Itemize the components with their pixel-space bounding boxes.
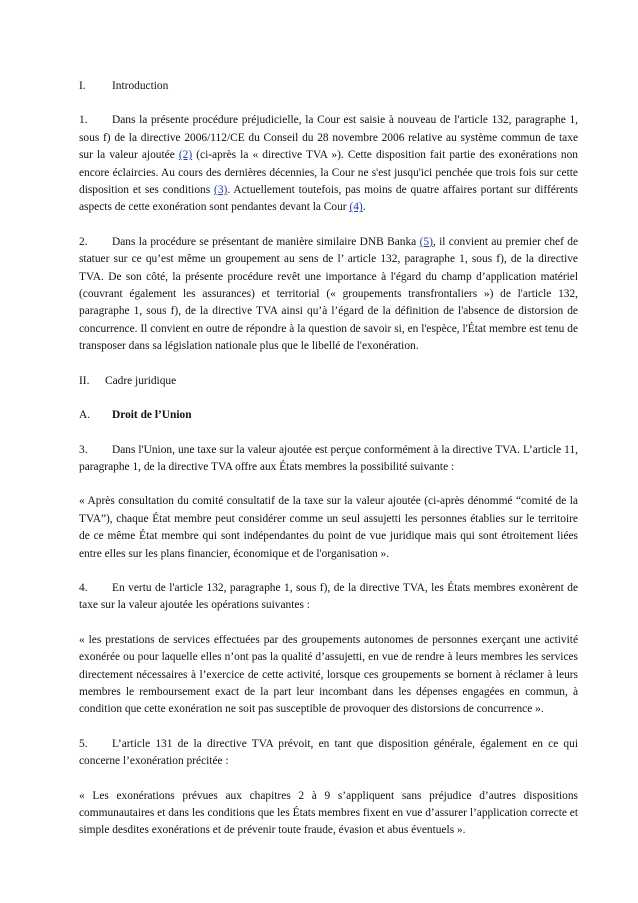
quotation-article-11: « Après consultation du comité consultatif de la taxe sur la valeur ajoutée (ci-après dénommé “comité de la TVA”), chaque État membre peut considérer comme un seul assujetti les personnes établies sur le territoire de ce même État membre qui sont indépendantes du point de vue juridique mais qui sont étroitement liées entre elles sur les plans financier, économique et de l'organisation ». xyxy=(79,495,578,560)
paragraph-4 xyxy=(79,580,578,615)
paragraph-text: , il convient au premier chef de statuer sur ce qu’est même un groupement au sens de l’ article 132, paragraphe 1, sous f), de la directive TVA. De son côté, la présente procédure revêt une importance à l'égard du champ d’application matériel (couvrant également les assurances) et territorial (« groupements transfrontaliers ») de l'article 132, paragraphe 1, sous f), de la directive TVA ainsi qu’à l’égard de la définition de l'absence de distorsion de concurrence. Il convient en outre de répondre à la question de savoir si, en l'espèce, l'État membre est tenu de transposer dans sa législation nationale plus que le libellé de l'exonération. xyxy=(79,235,578,353)
paragraph-number: 5. xyxy=(79,737,88,750)
footnote-link-2[interactable]: (2) xyxy=(178,149,193,162)
paragraph-text: Dans la présente procédure préjudicielle, la Cour est saisie à nouveau de l'article 132, paragraphe 1, sous f) de la directive 2006/112/CE du Conseil du 28 novembre 2006 relative au système commun de taxe sur la valeur ajoutée xyxy=(79,114,578,162)
paragraph-2 xyxy=(79,234,578,356)
section-heading-introduction xyxy=(79,78,578,95)
paragraph-number: 3. xyxy=(79,443,88,456)
paragraph-text: . Actuellement toutefois, pas moins de quatre affaires portant sur différents aspects de cette exonération sont pendantes devant la Cour xyxy=(79,184,578,214)
paragraph-number: 4. xyxy=(79,581,88,594)
subsection-heading-droit-union xyxy=(79,407,578,424)
quotation-article-131: « Les exonérations prévues aux chapitres 2 à 9 s’appliquent sans préjudice d’autres dispositions communautaires et dans les conditions que les États membres fixent en vue d’assurer l’application correcte et simple desdites exonérations et de prévenir toute fraude, évasion et abus éventuels ». xyxy=(79,789,578,837)
section-number: I. xyxy=(79,80,86,92)
paragraph-5 xyxy=(79,736,578,771)
section-title: Introduction xyxy=(112,80,169,92)
paragraph-text: (ci-après la « directive TVA »). Cette disposition fait partie des exonérations non encore éclaircies. Au cours des dernières décennies, la Cour ne s'est jusqu'ici penchée que trois fois sur cette disposition et ses conditions xyxy=(79,149,578,197)
paragraph-text: En vertu de l'article 132, paragraphe 1, sous f), de la directive TVA, les États membres exonèrent de taxe sur la valeur ajoutée les opérations suivantes : xyxy=(79,581,578,612)
subsection-title: Droit de l’Union xyxy=(112,409,192,422)
paragraph-text: Dans la procédure se présentant de manière similaire DNB Banka xyxy=(112,235,420,248)
section-number: II. xyxy=(79,374,90,387)
paragraph-1 xyxy=(79,112,578,216)
paragraph-number: 2. xyxy=(79,235,88,248)
footnote-link-3[interactable]: (3) xyxy=(214,184,228,197)
subsection-number: A. xyxy=(79,409,91,422)
paragraph-text: . xyxy=(362,201,366,214)
paragraph-number: 1. xyxy=(79,114,88,127)
paragraph-3 xyxy=(79,442,578,477)
paragraph-text: L’article 131 de la directive TVA prévoit, en tant que disposition générale, également en ce qui concerne l’exonération précitée : xyxy=(79,737,578,768)
section-heading-cadre-juridique xyxy=(79,373,578,390)
footnote-link-5[interactable]: (5) xyxy=(419,235,433,248)
section-title: Cadre juridique xyxy=(105,374,177,387)
paragraph-text: Dans l'Union, une taxe sur la valeur ajoutée est perçue conformément à la directive TVA. L’article 11, paragraphe 1, de la directive TVA offre aux États membres la possibilité suivante : xyxy=(79,443,578,473)
footnote-link-4[interactable]: (4) xyxy=(349,201,363,214)
quotation-article-132: « les prestations de services effectuées par des groupements autonomes de personnes exerçant une activité exonérée ou pour laquelle elles n’ont pas la qualité d’assujetti, en vue de rendre à leurs membres les services directement nécessaires à l’exercice de cette activité, lorsque ces groupements se bornent à réclamer à leurs membres le remboursement exact de la part leur incombant dans les dépenses engagées en commun, à condition que cette exonération ne soit pas susceptible de provoquer des distorsions de concurrence ». xyxy=(79,633,578,716)
